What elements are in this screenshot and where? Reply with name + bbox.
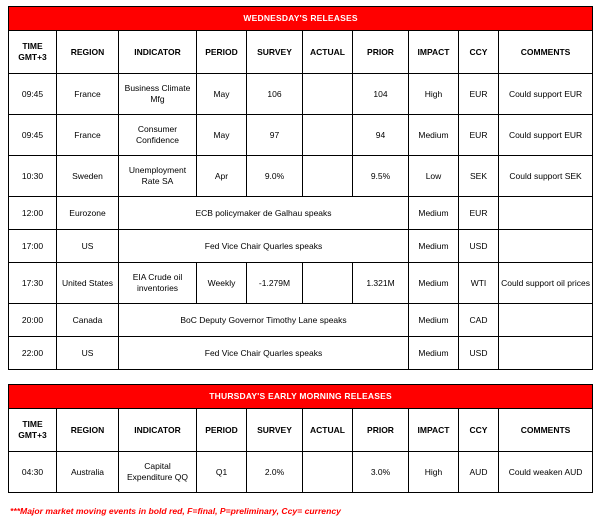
cell-survey: 2.0% [247, 452, 303, 493]
cell-period: Apr [197, 156, 247, 197]
column-header-ccy: CCY [459, 31, 499, 74]
cell-survey: 97 [247, 115, 303, 156]
column-header-time-line1: TIME [22, 41, 43, 52]
cell-indicator: Consumer Confidence [119, 115, 197, 156]
column-header-indicator: INDICATOR [119, 409, 197, 452]
cell-prior: 104 [353, 74, 409, 115]
cell-prior: 94 [353, 115, 409, 156]
table-row [9, 74, 593, 115]
cell-indicator: Business Climate Mfg [119, 74, 197, 115]
column-header-survey: SURVEY [247, 409, 303, 452]
cell-comments: Could support oil prices [499, 263, 593, 304]
cell-ccy: EUR [459, 197, 499, 230]
table-row [9, 452, 593, 493]
column-header-time [9, 409, 57, 452]
cell-event: ECB policymaker de Galhau speaks [119, 197, 409, 230]
cell-time: 22:00 [9, 337, 57, 370]
cell-impact: Medium [409, 337, 459, 370]
cell-comments [499, 337, 593, 370]
table1-banner-row [9, 7, 593, 31]
column-header-region: REGION [57, 409, 119, 452]
table-row [9, 115, 593, 156]
cell-time: 17:00 [9, 230, 57, 263]
cell-impact: High [409, 452, 459, 493]
cell-actual [303, 156, 353, 197]
cell-ccy: SEK [459, 156, 499, 197]
column-header-time-line1: TIME [22, 419, 43, 430]
table2-banner: THURSDAY'S EARLY MORNING RELEASES [9, 385, 593, 409]
cell-ccy: WTI [459, 263, 499, 304]
cell-prior: 3.0% [353, 452, 409, 493]
table-row [9, 156, 593, 197]
column-header-time-line2: GMT+3 [18, 52, 47, 62]
cell-survey: -1.279M [247, 263, 303, 304]
table1-banner: WEDNESDAY'S RELEASES [9, 7, 593, 31]
column-header-comments: COMMENTS [499, 31, 593, 74]
cell-impact: Medium [409, 197, 459, 230]
cell-region: US [57, 337, 119, 370]
cell-comments: Could support EUR [499, 115, 593, 156]
column-header-prior: PRIOR [353, 31, 409, 74]
column-header-time [9, 31, 57, 74]
cell-time: 12:00 [9, 197, 57, 230]
wednesday-releases-table [8, 6, 593, 370]
column-header-impact: IMPACT [409, 31, 459, 74]
cell-survey: 9.0% [247, 156, 303, 197]
cell-impact: High [409, 74, 459, 115]
cell-region: Sweden [57, 156, 119, 197]
table1-header-row [9, 31, 593, 74]
cell-time: 20:00 [9, 304, 57, 337]
column-header-ccy: CCY [459, 409, 499, 452]
cell-ccy: EUR [459, 115, 499, 156]
column-header-period: PERIOD [197, 31, 247, 74]
cell-indicator: Capital Expenditure QQ [119, 452, 197, 493]
cell-region: Canada [57, 304, 119, 337]
cell-period: Weekly [197, 263, 247, 304]
cell-period: May [197, 74, 247, 115]
cell-actual [303, 74, 353, 115]
cell-ccy: AUD [459, 452, 499, 493]
cell-indicator: Unemployment Rate SA [119, 156, 197, 197]
table-row [9, 197, 593, 230]
cell-ccy: USD [459, 337, 499, 370]
cell-actual [303, 115, 353, 156]
cell-time: 17:30 [9, 263, 57, 304]
cell-event: Fed Vice Chair Quarles speaks [119, 337, 409, 370]
table-divider [8, 370, 592, 384]
table-row [9, 230, 593, 263]
cell-comments [499, 304, 593, 337]
cell-actual [303, 263, 353, 304]
cell-comments [499, 230, 593, 263]
column-header-survey: SURVEY [247, 31, 303, 74]
table-row [9, 304, 593, 337]
cell-actual [303, 452, 353, 493]
cell-indicator: EIA Crude oil inventories [119, 263, 197, 304]
table-row [9, 263, 593, 304]
column-header-time-line2: GMT+3 [18, 430, 47, 440]
cell-time: 04:30 [9, 452, 57, 493]
cell-region: United States [57, 263, 119, 304]
cell-comments: Could support EUR [499, 74, 593, 115]
cell-comments: Could weaken AUD [499, 452, 593, 493]
column-header-region: REGION [57, 31, 119, 74]
column-header-comments: COMMENTS [499, 409, 593, 452]
cell-region: US [57, 230, 119, 263]
cell-survey: 106 [247, 74, 303, 115]
table2-header-row [9, 409, 593, 452]
cell-region: Eurozone [57, 197, 119, 230]
column-header-actual: ACTUAL [303, 31, 353, 74]
cell-impact: Medium [409, 263, 459, 304]
cell-time: 10:30 [9, 156, 57, 197]
cell-time: 09:45 [9, 74, 57, 115]
cell-prior: 9.5% [353, 156, 409, 197]
cell-impact: Medium [409, 115, 459, 156]
cell-comments: Could support SEK [499, 156, 593, 197]
cell-impact: Medium [409, 304, 459, 337]
thursday-early-releases-table [8, 384, 593, 493]
column-header-period: PERIOD [197, 409, 247, 452]
table-row [9, 337, 593, 370]
cell-region: Australia [57, 452, 119, 493]
cell-event: Fed Vice Chair Quarles speaks [119, 230, 409, 263]
column-header-actual: ACTUAL [303, 409, 353, 452]
footnote-legend: ***Major market moving events in bold red, F=final, P=preliminary, Ccy= currency [10, 506, 341, 516]
cell-ccy: USD [459, 230, 499, 263]
cell-prior: 1.321M [353, 263, 409, 304]
cell-event: BoC Deputy Governor Timothy Lane speaks [119, 304, 409, 337]
column-header-indicator: INDICATOR [119, 31, 197, 74]
cell-ccy: EUR [459, 74, 499, 115]
cell-region: France [57, 74, 119, 115]
cell-period: Q1 [197, 452, 247, 493]
cell-region: France [57, 115, 119, 156]
column-header-impact: IMPACT [409, 409, 459, 452]
cell-period: May [197, 115, 247, 156]
cell-impact: Low [409, 156, 459, 197]
table2-banner-row [9, 385, 593, 409]
cell-time: 09:45 [9, 115, 57, 156]
cell-ccy: CAD [459, 304, 499, 337]
cell-impact: Medium [409, 230, 459, 263]
cell-comments [499, 197, 593, 230]
column-header-prior: PRIOR [353, 409, 409, 452]
